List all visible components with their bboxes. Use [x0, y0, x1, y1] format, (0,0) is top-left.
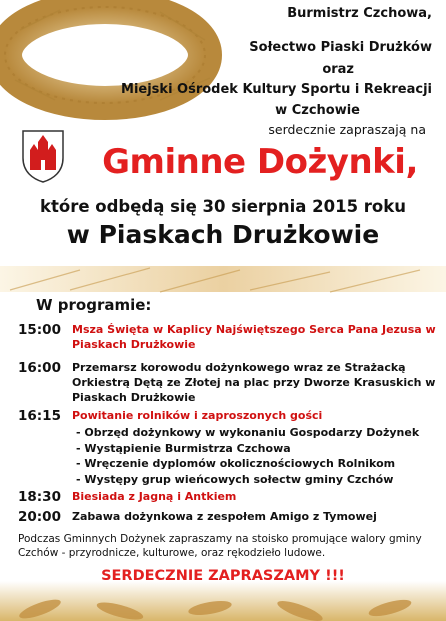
program-time: 18:30 — [18, 489, 61, 505]
program-time: 16:00 — [18, 360, 61, 376]
program-subitem: - Występy grup wieńcowych sołectw gminy Czchów — [76, 472, 394, 486]
program-text: Przemarsz korowodu dożynkowego wraz ze Strażacką Orkiestrą Dętą ze Złotej na plac przy Dworze Krasuskich w Piaskach Drużkowie — [72, 361, 436, 404]
organizer-line: w Czchowie — [275, 103, 360, 118]
wheat-band-image — [0, 262, 446, 296]
event-date: które odbędą się 30 sierpnia 2015 roku — [40, 197, 406, 216]
wheat-wreath-image — [0, 0, 240, 125]
invitation-text: serdecznie zapraszają na — [268, 122, 426, 137]
organizer-line: Sołectwo Piaski Drużków — [249, 40, 432, 55]
program-text: Zabawa dożynkowa z zespołem Amigo z Tymowej — [72, 510, 377, 523]
program-heading: W programie: — [36, 296, 152, 314]
program-subitem: - Obrzęd dożynkowy w wykonaniu Gospodarzy Dożynek — [76, 426, 420, 439]
program-time: 15:00 — [18, 322, 61, 338]
program-text: Biesiada z Jagną i Antkiem — [72, 490, 237, 503]
event-title: Gminne Dożynki, — [102, 142, 418, 182]
program-time: 16:15 — [18, 408, 61, 424]
organizer-line: Miejski Ośrodek Kultury Sportu i Rekreacji — [121, 82, 432, 97]
footer-note: Podczas Gminnych Dożynek zapraszamy na stoisko promujące walory gminy Czchów - przyrodnicze, kulturowe, oraz rękodzieło ludowe. — [18, 533, 422, 559]
program-subitem: - Wręczenie dyplomów okolicznościowych Rolnikom — [76, 457, 396, 470]
organizer-line: Burmistrz Czchowa, — [287, 6, 432, 21]
program-time: 20:00 — [18, 509, 61, 525]
organizer-line: oraz — [322, 62, 354, 77]
coat-of-arms-icon — [20, 128, 66, 184]
closing-text: SERDECZNIE ZAPRASZAMY !!! — [101, 568, 345, 584]
event-location: w Piaskach Drużkowie — [66, 220, 380, 249]
program-subitem: - Wystąpienie Burmistrza Czchowa — [76, 441, 291, 455]
program-text: Powitanie rolników i zaproszonych gości — [72, 409, 323, 422]
program-text: Msza Święta w Kaplicy Najświętszego Serca Pana Jezusa w Piaskach Drużkowie — [72, 323, 436, 351]
